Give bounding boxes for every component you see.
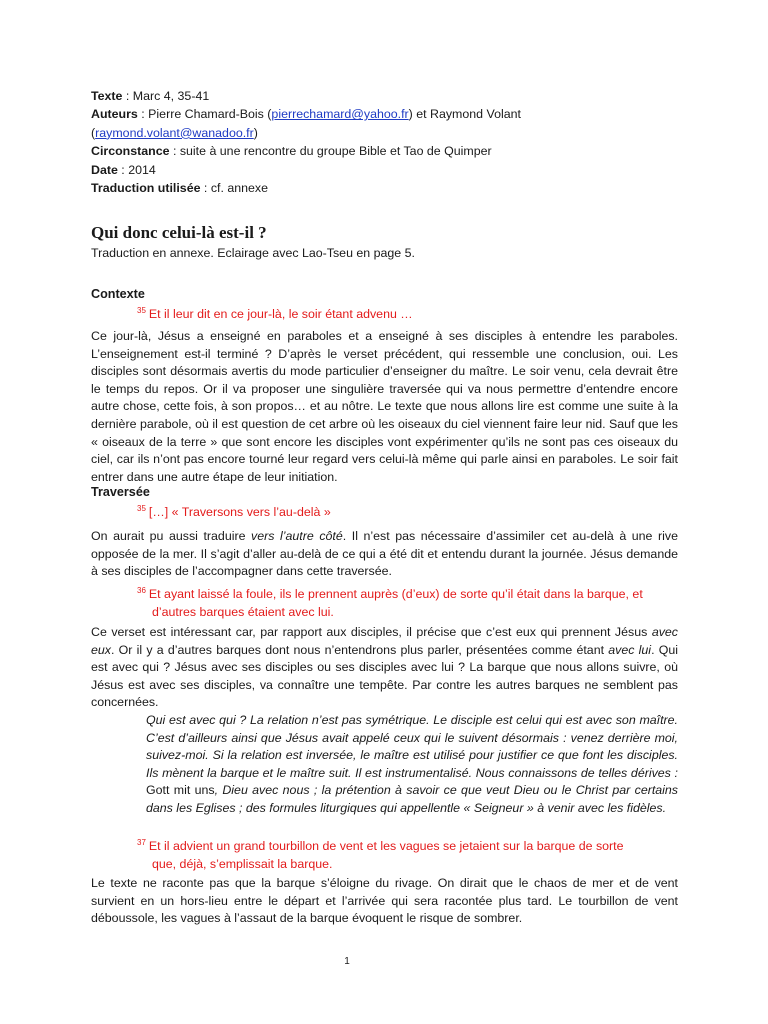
meta-circonstance-value: suite à une rencontre du groupe Bible et Tao de Quimper [179, 144, 492, 159]
verse-text: Et il leur dit en ce jour-là, le soir étant advenu … [148, 307, 413, 321]
emphasis-run: avec lui [608, 642, 652, 657]
author2-email-link[interactable]: raymond.volant@wanadoo.fr [95, 125, 254, 140]
verse-37 [137, 834, 624, 873]
italic-commentary [146, 712, 678, 818]
paragraph-verse-37: Le texte ne raconte pas que la barque s’éloigne du rivage. On dirait que le chaos de mer et de vent survient en un hors-lieu entre le départ et l’arrivée qui sera racontée plus tard. Le tourbillon de vent déboussole, les vagues à l’assaut de la barque évoquent le risque de sombrer. [91, 876, 678, 926]
text-run: Qui est avec qui ? La relation n’est pas symétrique. Le disciple est celui qui est avec son maître. C’est d’ailleurs ainsi que Jésus avait appelé ceux qui le suivent désormais : venez derrière moi, suivez-moi. Si la relation est inversée, le maître est utilisé pour justifier ce que font les disciples. Ils mènent la barque et le maître suit. Il est instrumentalisé. Nous connaissons de telles dérives : [146, 713, 678, 780]
document-subtitle: Traduction en annexe. Eclairage avec Lao-Tseu en page 5. [91, 246, 415, 260]
verse-number: 35 [137, 306, 146, 315]
verse-36 [137, 582, 643, 621]
paragraph-context: Ce jour-là, Jésus a enseigné en paraboles et a enseigné à ses disciples à entendre les paraboles. L’enseignement est-il terminé ? D’après le verset précédent, qui ressemble une conclusion, oui. Les disciples sont désormais avertis du mode particulier d’enseigner du maître. Le soir venu, cela devrait être le temps du repos. Or il va proposer une singulière traversée qui va nous permettre d’entendre encore autre chose, cette fois, à son propos… et au nôtre. Le texte que nous allons lire est comme une suite à la dernière parabole, où il est question de cet arbre où les oiseaux du ciel viennent faire leur nid. Sauf que les « oiseaux de la terre » que sont encore les disciples vont expérimenter qu’ils ne sont pas ces oiseaux du ciel, car ils n’ont pas encore tourné leur regard vers celui-là même qui parle ainsi en paraboles. Le soir fait entrer dans une autre étape de leur initiation. [91, 329, 678, 484]
verse-line: que, déjà, s’emplissait la barque. [152, 856, 333, 871]
meta-circonstance-label: Circonstance [91, 144, 170, 159]
meta-date-value: 2014 [128, 162, 156, 177]
verse-35-first [137, 302, 413, 324]
text-run: . Il n’est pas nécessaire d’assimiler cet au-delà à une rive opposée de la mer. Il s’agit d’aller au-delà de ce qui a été dit et entendu durant la journée. Jésus demande à ses disciples de l’accompagner dans cette traversée. [91, 529, 678, 579]
verse-line [137, 582, 643, 604]
verse-line: d’autres barques étaient avec lui. [152, 604, 334, 619]
document-title: Qui donc celui-là est-il ? [91, 223, 267, 242]
verse-text: Et il advient un grand tourbillon de vent et les vagues se jetaient sur la barque de sorte [148, 839, 624, 853]
verse-text: Et ayant laissé la foule, ils le prennent auprès (d’eux) de sorte qu’il était dans la barque, et [148, 587, 643, 601]
meta-auteurs-and: et Raymond Volant [416, 107, 521, 122]
meta-texte-label: Texte [91, 89, 123, 103]
emphasis-run: vers l’autre côté [251, 529, 343, 543]
meta-auteurs-label: Auteurs [91, 107, 138, 122]
meta-traduction-label: Traduction utilisée [91, 181, 201, 196]
verse-text: […] « Traversons vers l’au-delà » [148, 505, 331, 519]
meta-auteurs: Auteurs : Pierre Chamard-Bois (pierrechamard@yahoo.fr) et Raymond Volant (raymond.volant@wanadoo.fr) [91, 107, 521, 140]
author1-email-link[interactable]: pierrechamard@yahoo.fr [271, 107, 409, 122]
emphasis-run: avec eux [91, 625, 678, 657]
text-run: . Or il y a d’autres barques dont nous n’entendrons plus parler, présentées comme étant [110, 642, 609, 657]
upright-run: Gott mit uns [146, 783, 215, 798]
section-heading-traversee: Traversée [91, 485, 150, 499]
meta-traduction: Traduction utilisée : cf. annexe [91, 181, 268, 196]
verse-number: 35 [137, 504, 146, 513]
meta-traduction-value: cf. annexe [210, 181, 268, 196]
meta-date-label: Date [91, 162, 118, 177]
paragraph-traversee [91, 528, 678, 581]
text-run: On aurait pu aussi traduire [91, 529, 252, 543]
verse-number: 36 [137, 586, 146, 595]
text-run: , Dieu avec nous ; la prétention à savoir ce que veut Dieu ou le Christ par certains dans les Eglises ; des formules liturgiques qui appellentle « Seigneur » à venir avec les fidèles. [146, 783, 679, 815]
verse-number: 37 [137, 838, 146, 847]
section-heading-contexte: Contexte [91, 287, 145, 301]
text-run: Ce verset est intéressant car, par rapport aux disciples, il précise que c’est eux qui prennent Jésus [91, 625, 652, 639]
meta-texte: Texte : Marc 4, 35-41 [91, 89, 210, 103]
text-run: . Qui est avec qui ? Jésus avec ses disciples ou ses disciples avec lui ? La barque que nous allons suivre, où Jésus est avec ses disciples, va connaître une tempête. Par contre les autres barques ne semblent pas concernées. [91, 642, 679, 710]
paragraph-verse-36 [91, 624, 678, 712]
meta-circonstance: Circonstance : suite à une rencontre du groupe Bible et Tao de Quimper [91, 144, 492, 159]
verse-line [137, 834, 624, 856]
page-number: 1 [344, 956, 350, 967]
meta-date: Date : 2014 [91, 162, 156, 177]
meta-author1: Pierre Chamard-Bois [148, 107, 264, 122]
document-metadata [91, 87, 681, 197]
verse-35-second [137, 500, 331, 522]
meta-texte-value: Marc 4, 35-41 [132, 89, 210, 103]
